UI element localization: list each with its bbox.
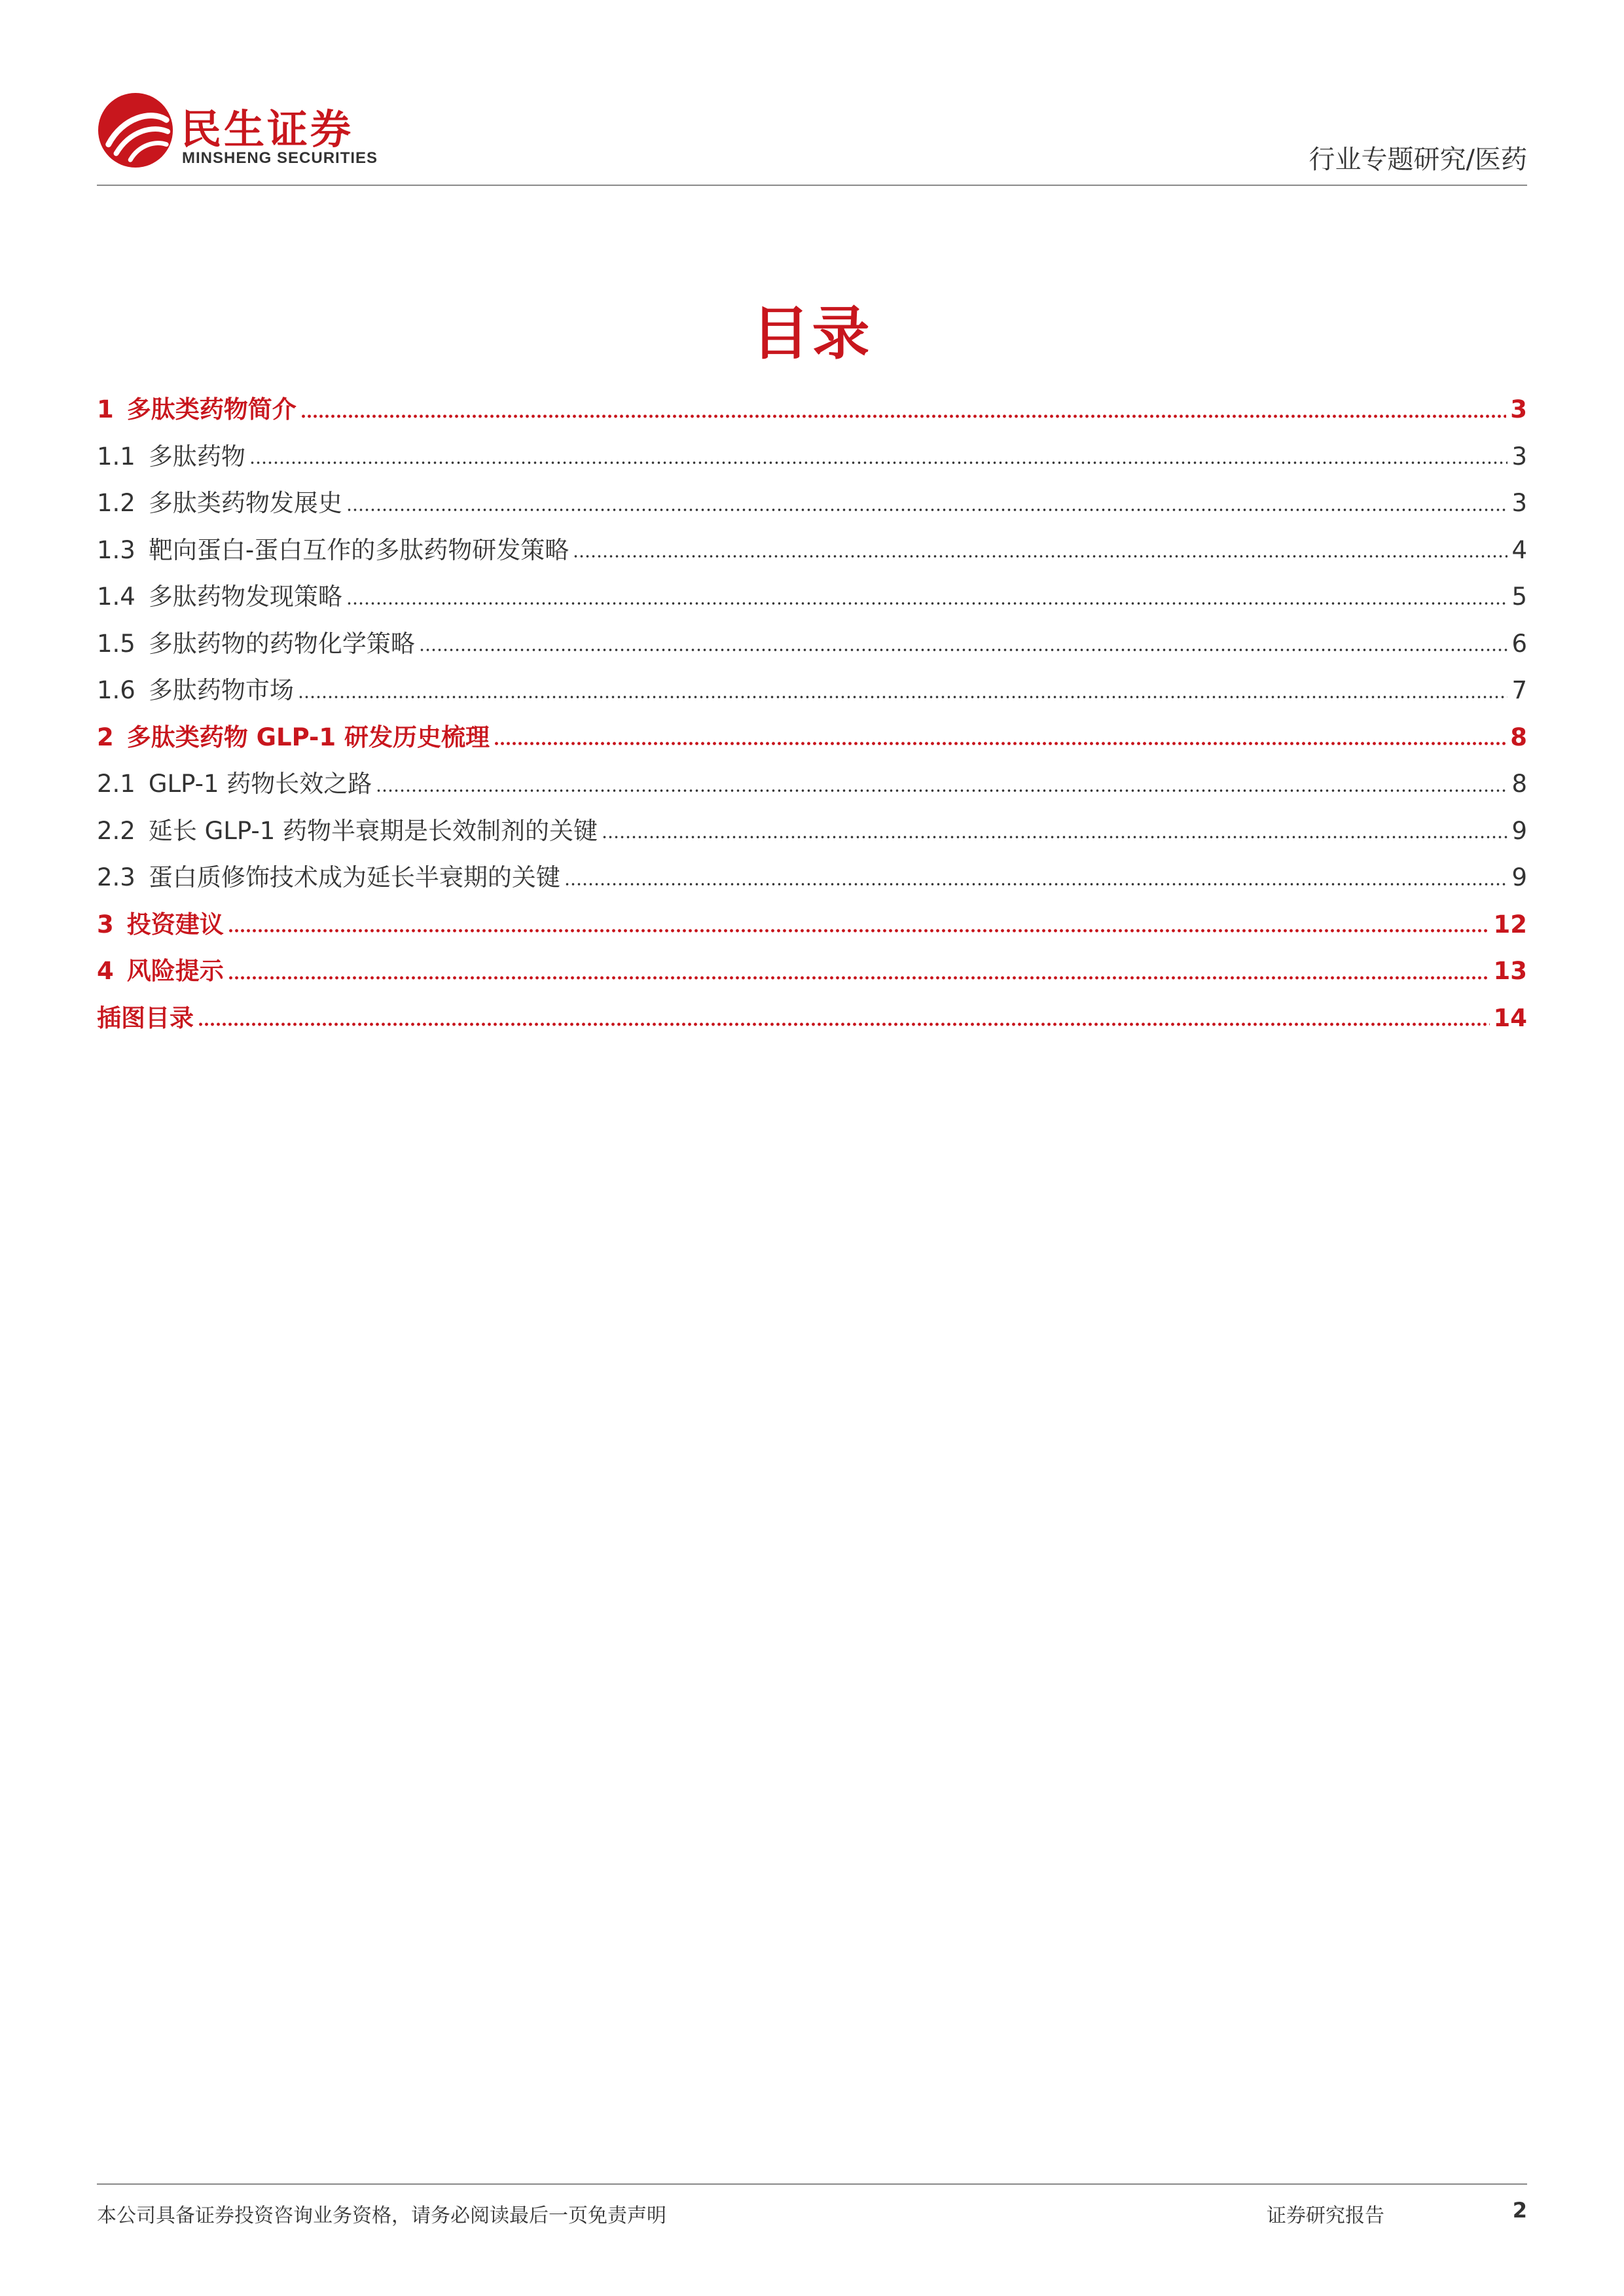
toc-entry[interactable] — [97, 854, 1527, 901]
toc-leader-dots — [573, 554, 1507, 559]
toc-entry-label: 投资建议 — [126, 910, 224, 939]
toc-leader-dots — [376, 788, 1507, 793]
page-header — [97, 92, 1527, 187]
toc-entry[interactable] — [97, 573, 1527, 620]
toc-leader-dots — [249, 460, 1508, 465]
toc-entry-number: 1.3 — [97, 535, 135, 564]
toc-entry-number: 1.1 — [97, 442, 135, 471]
page-number: 2 — [1512, 2198, 1527, 2223]
toc-entry-label: 多肽药物 — [148, 442, 245, 471]
toc-entry-page: 13 — [1493, 957, 1527, 985]
toc-entry[interactable] — [97, 901, 1527, 948]
toc-entry-number: 1.5 — [97, 629, 135, 658]
toc-entry[interactable] — [97, 948, 1527, 995]
toc-leader-dots — [346, 601, 1508, 606]
toc-entry-number: 2.3 — [97, 863, 135, 891]
toc-entry[interactable] — [97, 714, 1527, 761]
toc-leader-dots — [602, 834, 1507, 840]
toc-entry[interactable] — [97, 433, 1527, 480]
toc-entry-page: 8 — [1510, 723, 1527, 751]
toc-entry-number: 4 — [97, 957, 114, 985]
toc-leader-dots — [198, 1022, 1490, 1027]
toc-entry-label: 多肽类药物简介 — [126, 395, 297, 423]
toc-entry-page: 3 — [1511, 489, 1527, 517]
toc-entry-number: 2.1 — [97, 770, 135, 798]
toc-leader-dots — [298, 694, 1508, 700]
toc-entry-page: 5 — [1511, 583, 1527, 611]
toc-entry-number: 1 — [97, 395, 114, 423]
toc-entry-label: 多肽药物发现策略 — [148, 583, 342, 611]
toc-entry-label: 多肽药物市场 — [148, 676, 294, 704]
toc-entry-page: 3 — [1510, 395, 1527, 423]
toc-entry-page: 12 — [1493, 910, 1527, 939]
toc-entry-label: 多肽类药物 GLP-1 研发历史梳理 — [126, 723, 490, 751]
toc-entry[interactable] — [97, 667, 1527, 714]
toc-entry[interactable] — [97, 808, 1527, 855]
toc-entry-number: 1.4 — [97, 583, 135, 611]
toc-entry-number: 1.6 — [97, 676, 135, 704]
toc-entry[interactable] — [97, 480, 1527, 527]
toc-entry-label: 靶向蛋白-蛋白互作的多肽药物研发策略 — [148, 535, 569, 564]
toc-entry-page: 9 — [1511, 863, 1527, 891]
toc-entry-label: 多肽药物的药物化学策略 — [148, 629, 415, 658]
toc-entry-page: 9 — [1511, 816, 1527, 845]
toc-entry[interactable] — [97, 620, 1527, 668]
toc-entry-number: 1.2 — [97, 489, 135, 517]
toc-entry[interactable] — [97, 386, 1527, 433]
toc-entry-label: 风险提示 — [126, 957, 224, 985]
toc-entry[interactable] — [97, 761, 1527, 808]
toc-leader-dots — [300, 414, 1507, 419]
footer-divider — [97, 2183, 1527, 2185]
logo-chinese-name: 民生证券 — [181, 105, 354, 153]
toc-entry[interactable] — [97, 995, 1527, 1042]
logo-english-name: MINSHENG SECURITIES — [182, 149, 378, 167]
toc-entry-page: 4 — [1511, 535, 1527, 564]
report-category: 行业专题研究/医药 — [1308, 145, 1527, 175]
minsheng-logo-icon — [97, 92, 174, 169]
toc-entry-page: 3 — [1511, 442, 1527, 471]
toc-entry-label: 延长 GLP-1 药物半衰期是长效制剂的关键 — [148, 816, 598, 845]
footer-disclaimer: 本公司具备证券投资咨询业务资格，请务必阅读最后一页免责声明 — [97, 2204, 666, 2227]
toc-leader-dots — [228, 928, 1490, 933]
toc-entry-page: 7 — [1511, 676, 1527, 704]
toc-entry-page: 6 — [1511, 629, 1527, 658]
toc-leader-dots — [346, 507, 1508, 512]
toc-leader-dots — [564, 882, 1508, 887]
toc-entry-page: 8 — [1511, 770, 1527, 798]
toc-entry-label: 插图目录 — [97, 1003, 194, 1032]
toc-entry-number: 3 — [97, 910, 114, 939]
toc-entry-number: 2 — [97, 723, 114, 751]
toc-entry-label: 多肽类药物发展史 — [148, 489, 342, 517]
toc-entry-number: 2.2 — [97, 816, 135, 845]
toc-leader-dots — [419, 647, 1508, 653]
toc-entry-page: 14 — [1493, 1003, 1527, 1032]
toc-leader-dots — [228, 975, 1490, 980]
table-of-contents — [97, 386, 1527, 1041]
toc-title: 目录 — [751, 300, 873, 367]
toc-entry-label: 蛋白质修饰技术成为延长半衰期的关键 — [148, 863, 560, 891]
toc-entry-label: GLP-1 药物长效之路 — [148, 770, 372, 798]
header-divider — [97, 185, 1527, 186]
footer-doc-type: 证券研究报告 — [1267, 2204, 1384, 2227]
toc-entry[interactable] — [97, 527, 1527, 574]
toc-leader-dots — [494, 741, 1506, 746]
